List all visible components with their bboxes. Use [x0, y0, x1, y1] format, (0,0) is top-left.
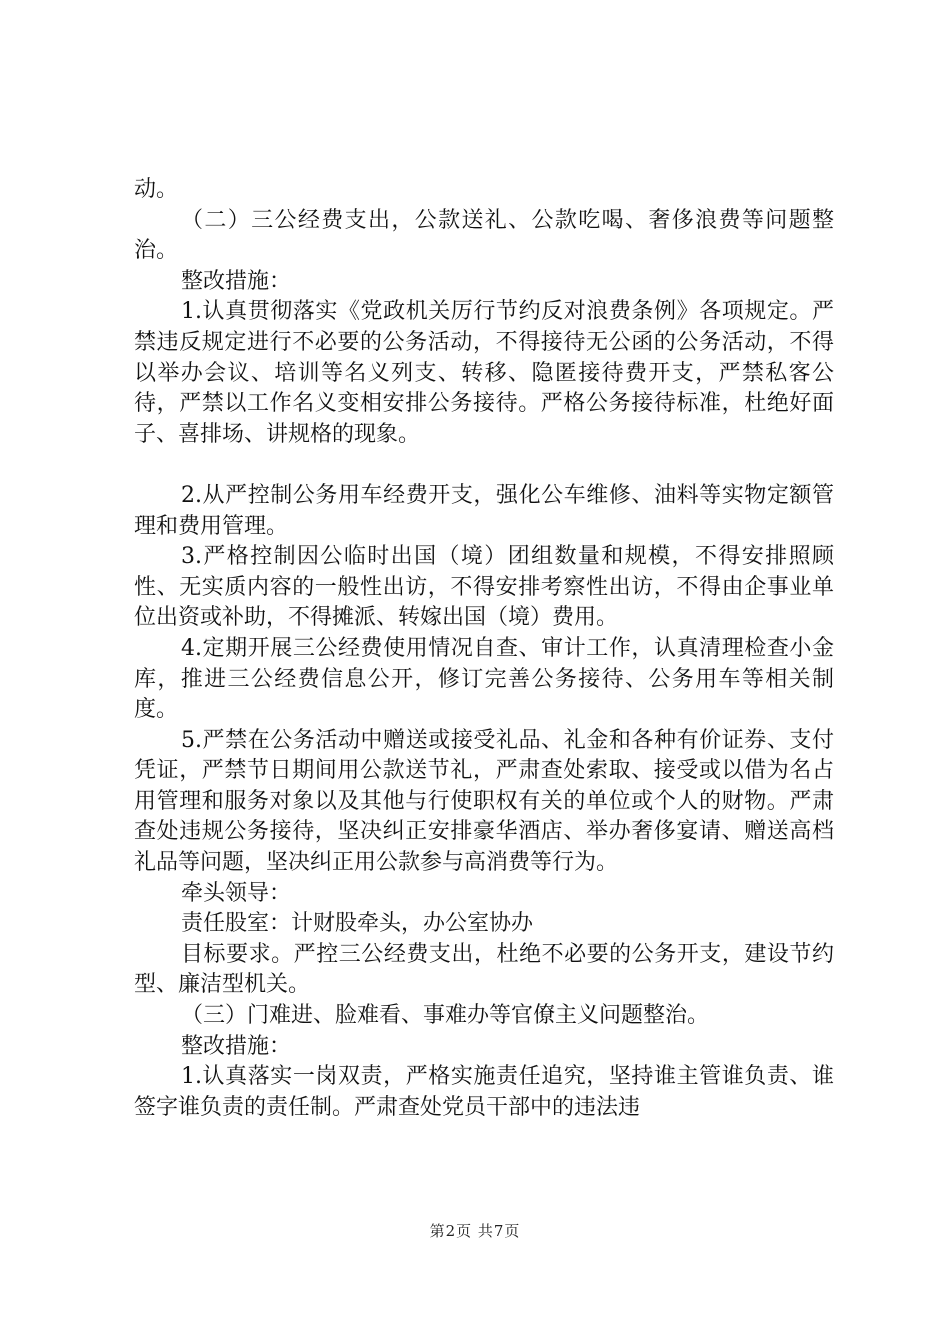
measures-label: 整改措施： [181, 268, 292, 294]
measures-label-2: 整改措施： [181, 1033, 292, 1059]
page-number-footer: 第2页 共7页 [429, 1222, 521, 1240]
measure-item-4: 4.定期开展三公经费使用情况自查、审计工作，认真清理检查小金库，推进三公经费信息公开，修订完善公务接待、公务用车等相关制度。 [134, 635, 834, 723]
measure-item-1: 1.认真贯彻落实《党政机关厉行节约反对浪费条例》各项规定。严禁违反规定进行不必要的公务活动，不得接待无公函的公务活动，不得以举办会议、培训等名义列支、转移、隐匿接待费开支，严禁私客公待，严禁以工作名义变相安排公务接待。严格公务接待标准，杜绝好面子、喜排场、讲规格的现象。 [134, 299, 834, 447]
responsible-office: 责任股室：计财股牵头，办公室协办 [181, 911, 534, 937]
paragraph-continuation: 动。 [134, 177, 179, 202]
section-heading-three: （三）门难进、脸难看、事难办等官僚主义问题整治。 [181, 1003, 710, 1029]
paragraph-spacer [134, 450, 834, 481]
lead-leader-label: 牵头领导： [181, 880, 292, 906]
document-body [134, 175, 834, 1123]
measure-item-2: 2.从严控制公务用车经费开支，强化公车维修、油料等实物定额管理和费用管理。 [134, 482, 834, 539]
target-requirement: 目标要求。严控三公经费支出，杜绝不必要的公务开支，建设节约型、廉洁型机关。 [134, 941, 834, 998]
measure-item-1b: 1.认真落实一岗双责，严格实施责任追究，坚持谁主管谁负责、谁签字谁负责的责任制。严肃查处党员干部中的违法违 [134, 1064, 834, 1120]
measure-item-5: 5.严禁在公务活动中赠送或接受礼品、礼金和各种有价证券、支付凭证，严禁节日期间用公款送节礼，严肃查处索取、接受或以借为名占用管理和服务对象以及其他与行使职权有关的单位或个人的财物。严肃查处违规公务接待，坚决纠正安排豪华酒店、举办奢侈宴请、赠送高档礼品等问题，坚决纠正用公款参与高消费等行为。 [134, 727, 834, 876]
section-heading-two: （二）三公经费支出，公款送礼、公款吃喝、奢侈浪费等问题整治。 [134, 207, 834, 264]
measure-item-3: 3.严格控制因公临时出国（境）团组数量和规模，不得安排照顾性、无实质内容的一般性出访，不得安排考察性出访，不得由企事业单位出资或补助，不得摊派、转嫁出国（境）费用。 [134, 544, 834, 631]
